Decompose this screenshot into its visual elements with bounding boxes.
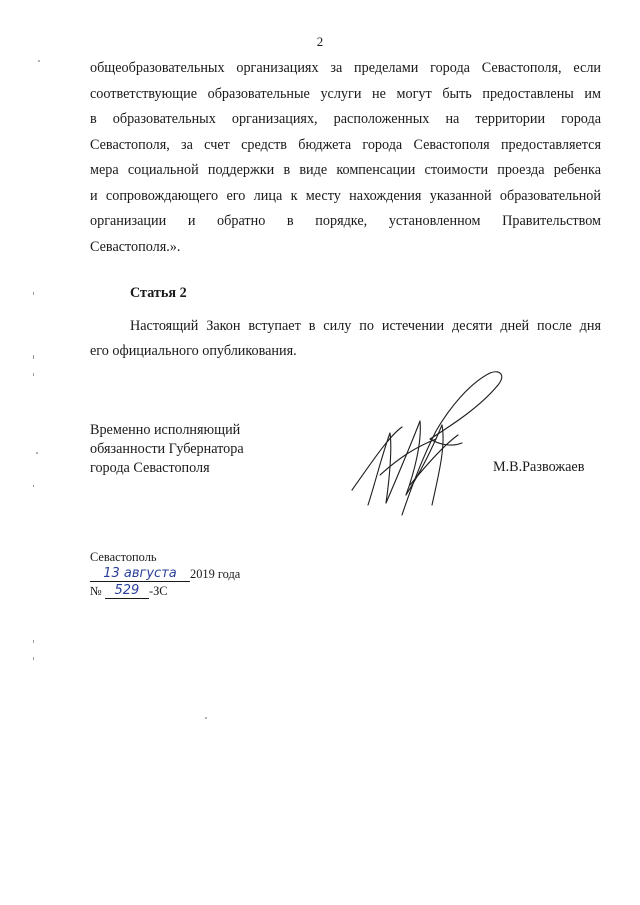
signer-title-line: города Севастополя — [90, 460, 210, 476]
page-number: 2 — [316, 34, 324, 49]
scan-speck — [205, 717, 207, 719]
signer-name: М.В.Развожаев — [493, 459, 585, 475]
scan-speck — [36, 452, 38, 454]
footer-year: 2019 года — [190, 567, 241, 581]
footer-number — [90, 583, 240, 600]
body-line: и сопровождающего его лица к месту нахождения указанной образовательной — [90, 188, 601, 204]
article-line: его официального опубликования. — [90, 343, 297, 359]
signer-title-line: обязанности Губернатора — [90, 441, 244, 457]
body-line: общеобразовательных организациях за пределами города Севастополя, если — [90, 60, 601, 76]
handwritten-number: 529 — [105, 584, 149, 599]
number-prefix: № — [90, 584, 102, 598]
footer-date — [90, 566, 240, 583]
scan-mark — [33, 657, 34, 660]
signer-title — [90, 421, 244, 478]
handwritten-date: 13 августа — [90, 567, 190, 582]
scan-mark — [33, 292, 34, 295]
document-footer — [90, 549, 240, 600]
scan-speck — [38, 60, 40, 62]
scan-mark — [33, 640, 34, 643]
body-line: в образовательных организациях, расположенных на территории города — [90, 111, 601, 127]
handwritten-signature — [340, 355, 520, 535]
number-suffix: -ЗС — [148, 584, 168, 598]
scan-mark — [33, 355, 34, 359]
body-line: Севастополя.». — [90, 239, 181, 255]
article-line: Настоящий Закон вступает в силу по истечении десяти дней после дня — [130, 318, 601, 334]
signer-title-line: Временно исполняющий — [90, 422, 241, 438]
article-heading: Статья 2 — [130, 285, 187, 301]
body-line: соответствующие образовательные услуги не могут быть предоставлены им — [90, 86, 601, 102]
footer-city: Севастополь — [90, 550, 157, 564]
body-line: Севастополя, за счет средств бюджета города Севастополя предоставляется — [90, 137, 601, 153]
body-line: мера социальной поддержки в виде компенсации стоимости проезда ребенка — [90, 162, 601, 178]
body-line: организации и обратно в порядке, установленном Правительством — [90, 213, 601, 229]
scan-mark — [33, 485, 34, 487]
scan-mark — [33, 373, 34, 376]
